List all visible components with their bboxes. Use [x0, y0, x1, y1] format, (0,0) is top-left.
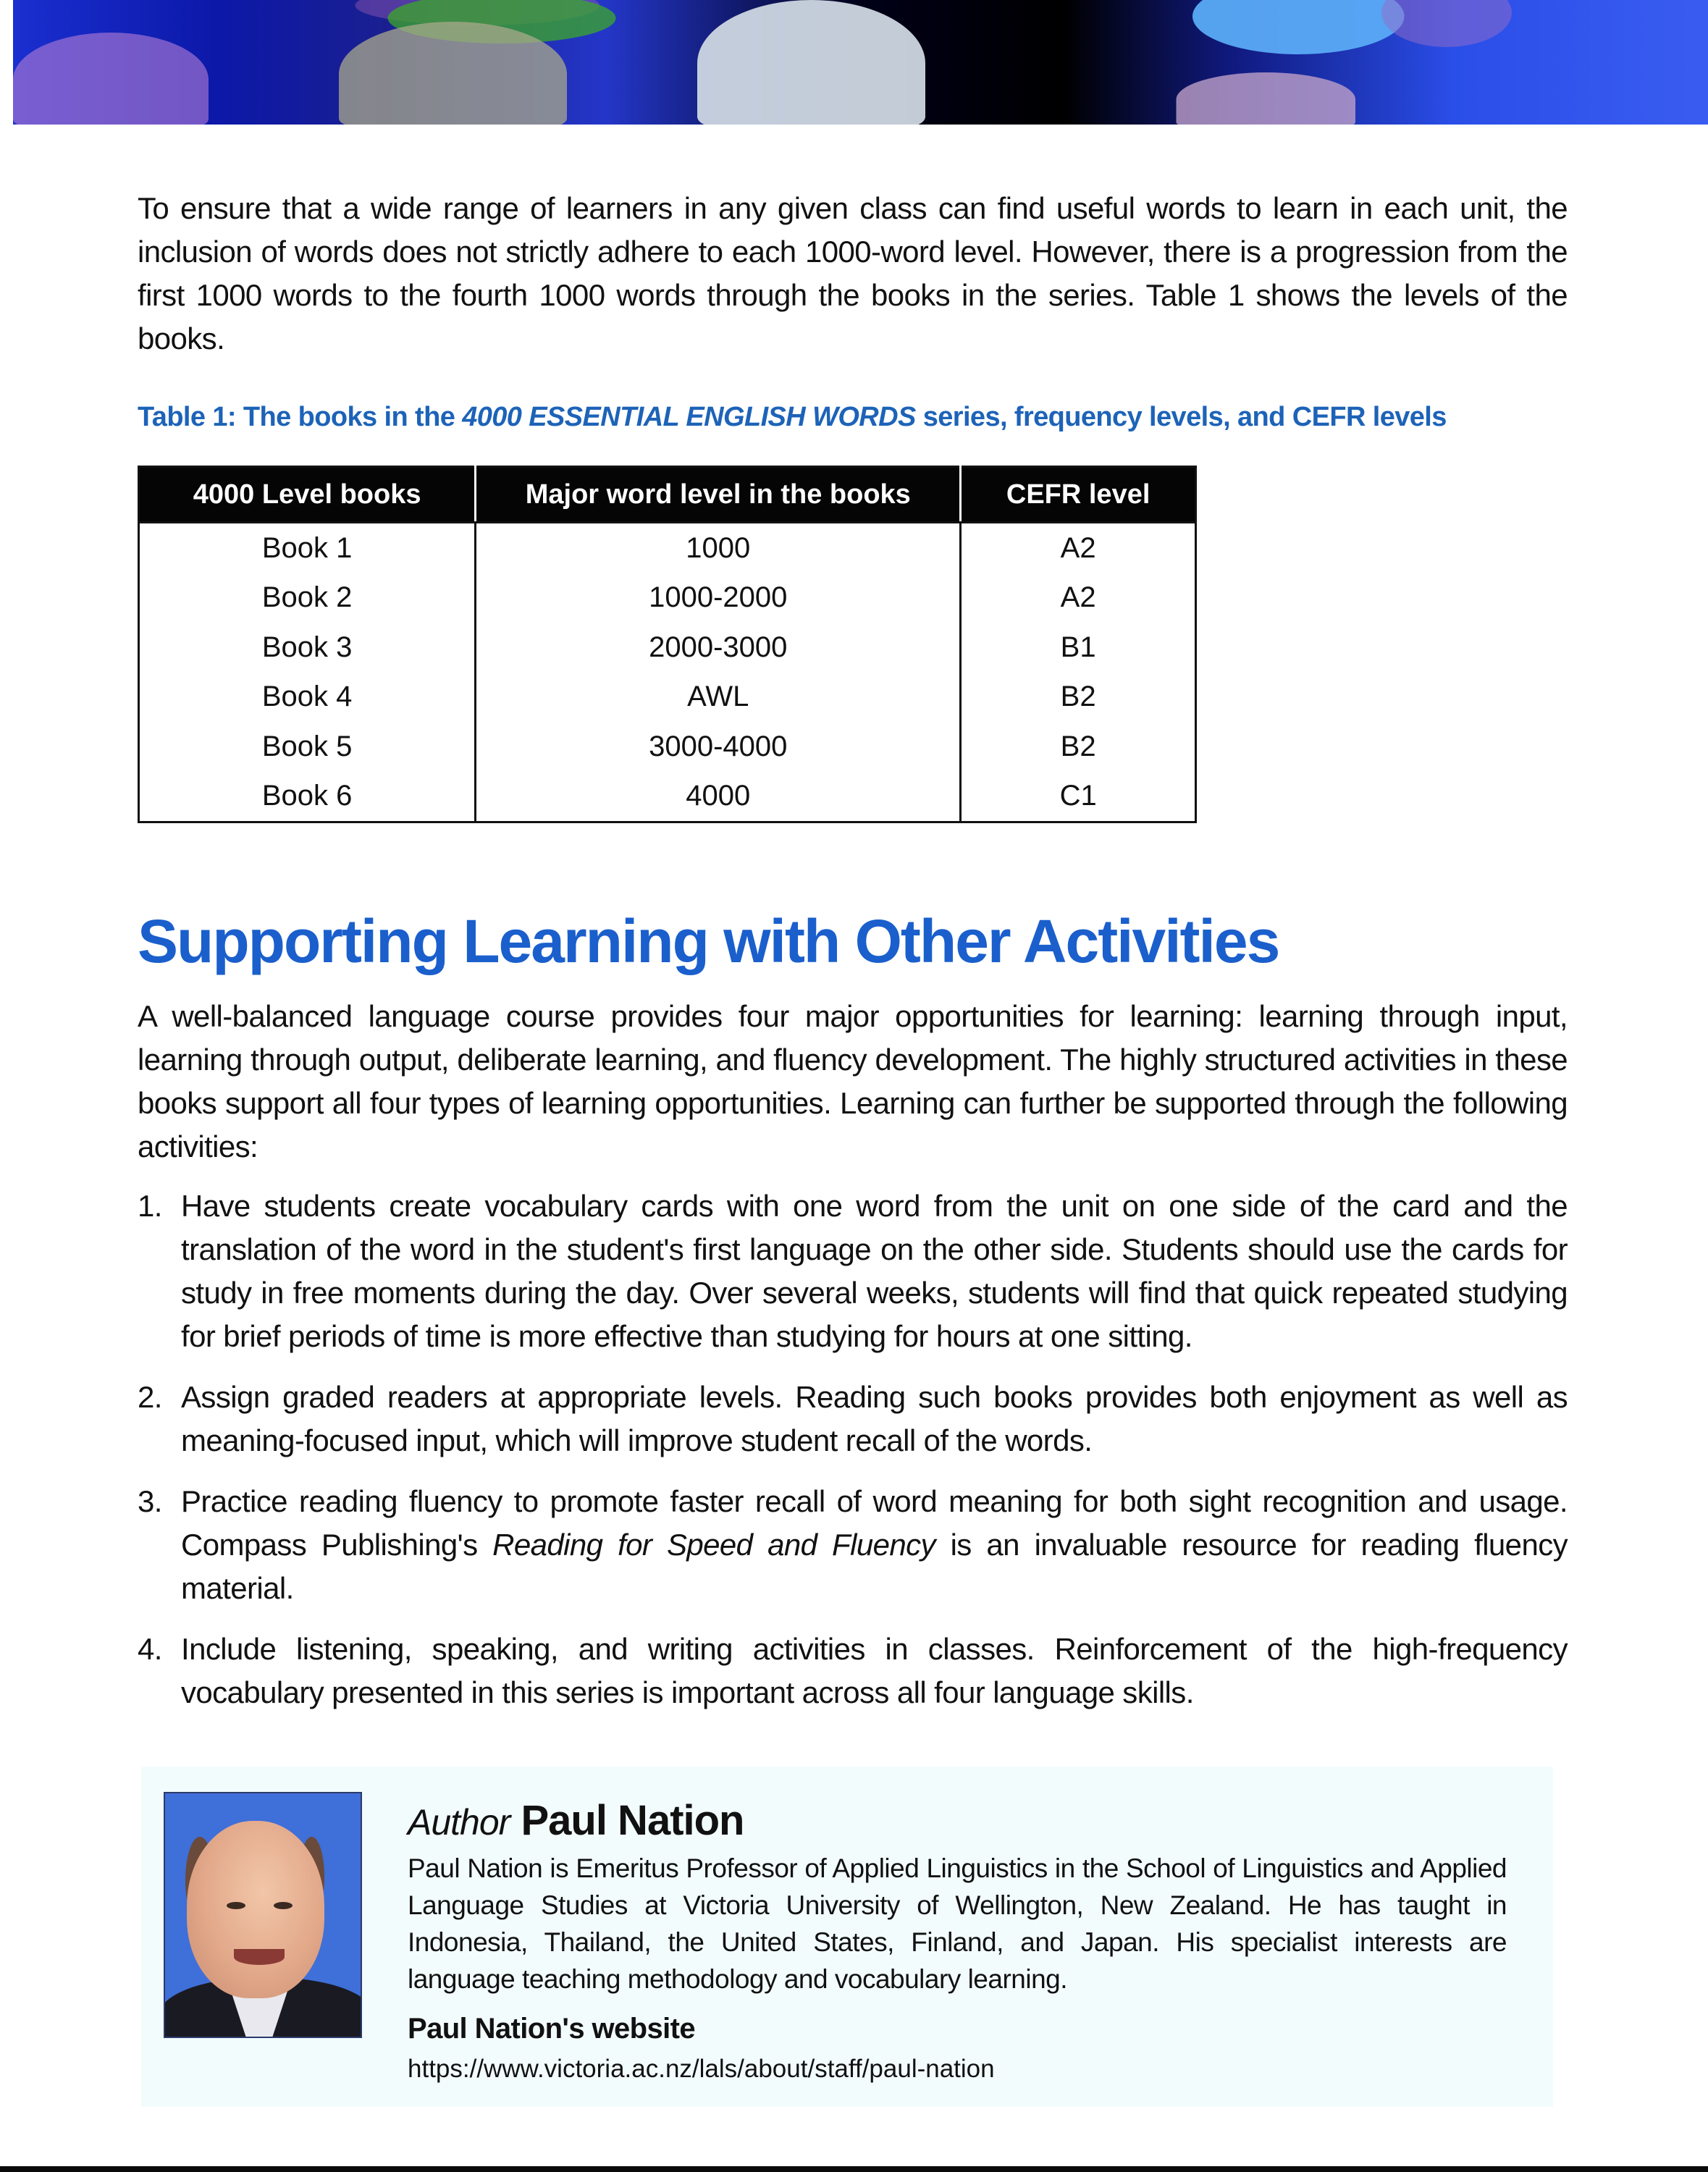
- list-item: [138, 1376, 1568, 1462]
- table-row: [139, 573, 1196, 623]
- footer-rule: [0, 2166, 1708, 2172]
- cell-cefr: C1: [1059, 780, 1097, 812]
- cell-cefr: B2: [1060, 730, 1096, 762]
- cell-word-level: 3000-4000: [476, 722, 961, 772]
- cell-book: Book 2: [139, 573, 476, 623]
- table-row: [139, 772, 1196, 822]
- list-item-text-end: is an invaluable resource for reading fluency material.: [181, 1528, 1568, 1605]
- author-label: Author: [408, 1802, 510, 1843]
- list-item-number: 2.: [138, 1380, 162, 1414]
- book-title-reading-for-speed: Reading for Speed and Fluency: [492, 1528, 935, 1562]
- cell-word-level: 2000-3000: [476, 623, 961, 673]
- list-item: [138, 1480, 1568, 1610]
- section-heading: Supporting Learning with Other Activities: [138, 907, 1279, 975]
- cell-book: Book 3: [139, 623, 476, 673]
- cell-book: Book 4: [139, 673, 476, 723]
- cell-cefr: A2: [1060, 531, 1096, 564]
- author-name: Paul Nation: [521, 1797, 744, 1844]
- cell-word-level: 1000: [476, 523, 961, 573]
- table-row: [139, 722, 1196, 772]
- list-item: [138, 1184, 1568, 1358]
- cell-cefr: A2: [1060, 581, 1096, 614]
- author-title: [408, 1792, 744, 1851]
- bokeh-light: [1381, 0, 1512, 47]
- cell-word-level: 4000: [476, 772, 961, 822]
- activities-list: [138, 1184, 1568, 1732]
- bokeh-light: [339, 22, 567, 125]
- list-item-number: 1.: [138, 1189, 162, 1223]
- author-box: [141, 1767, 1553, 2107]
- bokeh-light: [697, 0, 925, 125]
- cell-cefr: B1: [1060, 631, 1096, 663]
- table-caption: [138, 402, 1447, 433]
- table-row: [139, 523, 1196, 573]
- cell-word-level: 1000-2000: [476, 573, 961, 623]
- cell-word-level: AWL: [476, 673, 961, 723]
- list-item-number: 4.: [138, 1632, 162, 1666]
- caption-suffix: series, frequency levels, and CEFR levels: [915, 402, 1447, 432]
- table-header-row: [139, 467, 1196, 523]
- website-label: Paul Nation's website: [408, 2013, 696, 2045]
- list-item-text: Assign graded readers at appropriate levels. Reading such books provides both enjoyment as well as meaning-focused input, which will improve student recall of the words.: [181, 1380, 1568, 1457]
- list-item-text: Have students create vocabulary cards with one word from the unit on one side of the card and the translation of the word in the student's first language on the other side. Students should use the cards for study in free moments during the day. Over several weeks, students will find that quick repeated studying for brief periods of time is more effective than studying for hours at one sitting.: [181, 1189, 1568, 1353]
- caption-prefix: Table 1: The books in the: [138, 402, 463, 432]
- list-item-number: 3.: [138, 1484, 162, 1518]
- cell-book: Book 5: [139, 722, 476, 772]
- header-cefr-level: CEFR level: [961, 467, 1196, 523]
- header-level-books: 4000 Level books: [139, 467, 476, 523]
- cell-book: Book 6: [139, 772, 476, 822]
- header-banner-image: [13, 0, 1708, 125]
- bokeh-light: [13, 33, 209, 125]
- table-row: [139, 623, 1196, 673]
- table-row: [139, 673, 1196, 723]
- book-levels-table: [138, 466, 1197, 823]
- website-link[interactable]: https://www.victoria.ac.nz/lals/about/staff/paul-nation: [408, 2055, 995, 2083]
- author-bio: Paul Nation is Emeritus Professor of Applied Linguistics in the School of Linguistics and Applied Language Studies at Victoria University of Wellington, New Zealand. He has taught in Indonesia, Thailand, the United States, Finland, and Japan. His specialist interests are language teaching methodology and vocabulary learning.: [408, 1853, 1507, 1994]
- list-item-text: Practice reading fluency to promote faster recall of word meaning for both sight recognition and usage. Compass Publishing's: [181, 1484, 1568, 1562]
- bokeh-light: [1192, 0, 1405, 54]
- caption-series-name: 4000 ESSENTIAL ENGLISH WORDS: [462, 402, 916, 432]
- author-photo: [164, 1792, 362, 2038]
- cell-cefr: B2: [1060, 681, 1096, 713]
- bokeh-light: [1177, 72, 1356, 125]
- list-item: [138, 1628, 1568, 1714]
- section-paragraph: A well-balanced language course provides four major opportunities for learning: learning through input, learning through output, deliberate learning, and fluency development. The highly structured activities in these books support all four types of learning opportunities. Learning can further be supported through the following activities:: [138, 999, 1568, 1163]
- cell-book: Book 1: [139, 523, 476, 573]
- header-major-word-level: Major word level in the books: [476, 467, 961, 523]
- intro-paragraph: To ensure that a wide range of learners in any given class can find useful words to learn in each unit, the inclusion of words does not strictly adhere to each 1000-word level. However, there is a progression from the first 1000 words to the fourth 1000 words through the books in the series. Table 1 shows the levels of the books.: [138, 191, 1568, 355]
- list-item-text: Include listening, speaking, and writing activities in classes. Reinforcement of the high-frequency vocabulary presented in this series is important across all four language skills.: [181, 1632, 1568, 1709]
